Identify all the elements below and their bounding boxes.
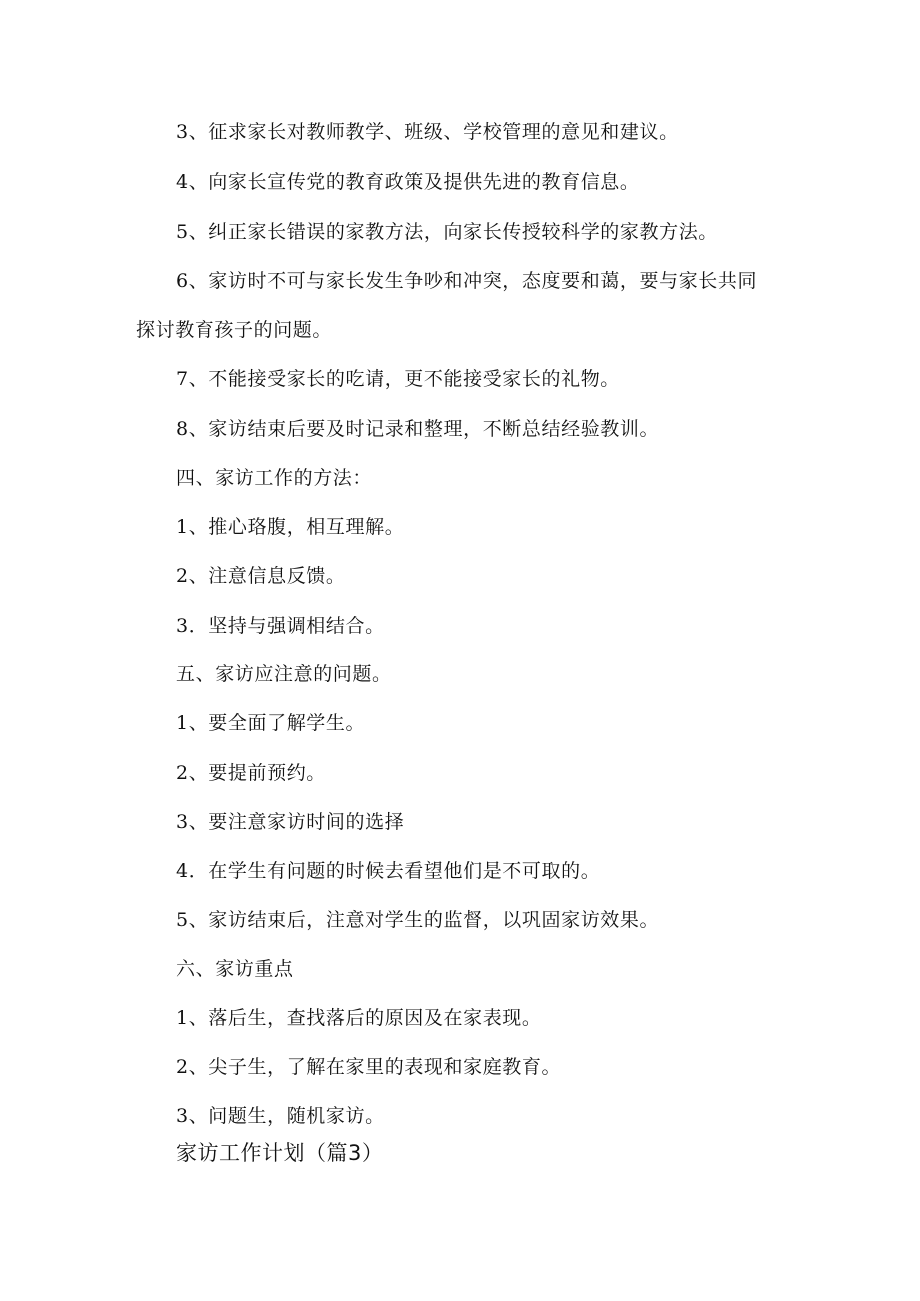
paragraph-item-8: 8、家访结束后要及时记录和整理，不断总结经验教训。	[176, 418, 660, 440]
section-5-title: 五、家访应注意的问题。	[176, 663, 392, 685]
paragraph-item-3: 3、征求家长对教师教学、班级、学校管理的意见和建议。	[176, 121, 679, 143]
paragraph-item-7: 7、不能接受家长的吃请，更不能接受家长的礼物。	[176, 368, 620, 390]
notice-item-1: 1、要全面了解学生。	[176, 712, 366, 734]
notice-item-5: 5、家访结束后，注意对学生的监督，以巩固家访效果。	[176, 909, 660, 931]
focus-item-3: 3、问题生，随机家访。	[176, 1105, 385, 1127]
paragraph-item-6: 6、家访时不可与家长发生争吵和冲突，态度要和蔼，要与家长共同	[176, 270, 758, 292]
notice-item-4: 4．在学生有问题的时候去看望他们是不可取的。	[176, 860, 601, 882]
method-item-1: 1、推心珞腹，相互理解。	[176, 516, 405, 538]
method-item-3: 3．坚持与强调相结合。	[176, 615, 385, 637]
notice-item-3: 3、要注意家访时间的选择	[176, 811, 405, 833]
paragraph-item-4: 4、向家长宣传党的教育政策及提供先进的教育信息。	[176, 171, 640, 193]
section-heading: 家访工作计划（篇3）	[176, 1141, 384, 1165]
paragraph-item-6-continued: 探讨教育孩子的问题。	[136, 319, 333, 341]
notice-item-2: 2、要提前预约。	[176, 762, 326, 784]
section-6-title: 六、家访重点	[176, 958, 294, 980]
method-item-2: 2、注意信息反馈。	[176, 565, 346, 587]
focus-item-2: 2、尖子生，了解在家里的表现和家庭教育。	[176, 1056, 562, 1078]
section-4-title: 四、家访工作的方法：	[176, 467, 373, 489]
focus-item-1: 1、落后生，查找落后的原因及在家表现。	[176, 1007, 542, 1029]
paragraph-item-5: 5、纠正家长错误的家教方法，向家长传授较科学的家教方法。	[176, 221, 718, 243]
